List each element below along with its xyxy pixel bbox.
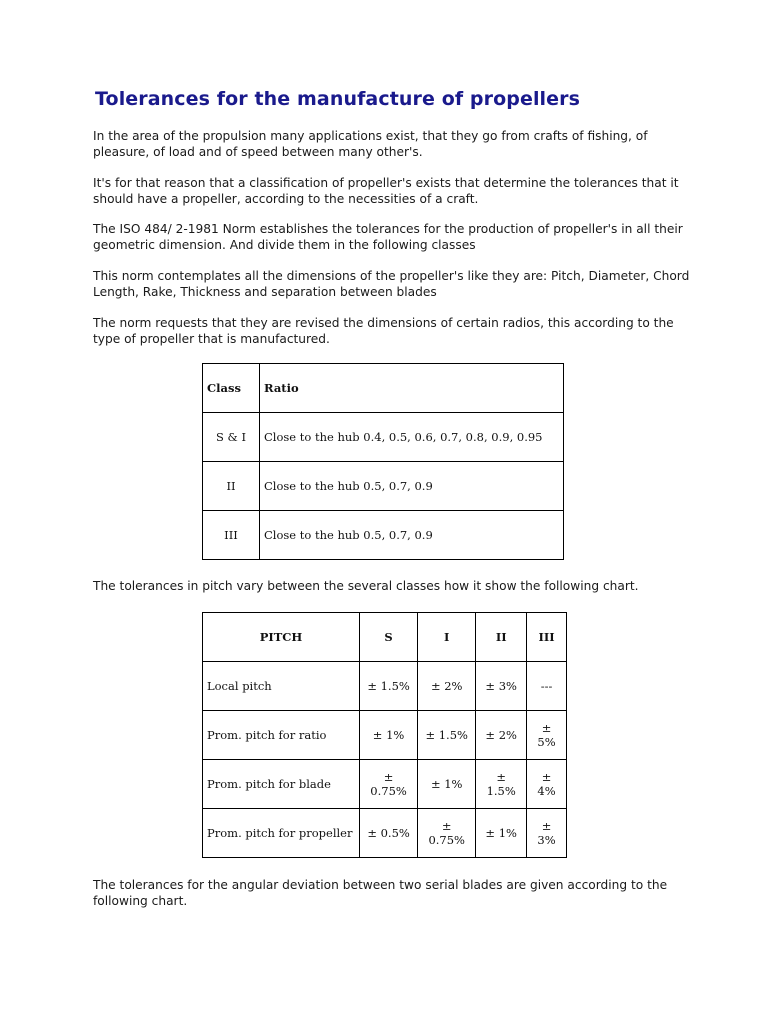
table-cell: II bbox=[203, 462, 260, 511]
paragraph-radios: The norm requests that they are revised the dimensions of certain radios, this according to the type of propeller that is manufactured. bbox=[93, 316, 674, 346]
table-row bbox=[203, 462, 564, 511]
table-row bbox=[203, 760, 567, 809]
table-row bbox=[203, 809, 567, 858]
table-cell: S & I bbox=[203, 413, 260, 462]
table-row bbox=[203, 662, 567, 711]
column-header-ratio: Ratio bbox=[260, 364, 564, 413]
paragraph-pitch-intro: The tolerances in pitch vary between the several classes how it show the following chart. bbox=[93, 579, 639, 593]
table-cell: Close to the hub 0.4, 0.5, 0.6, 0.7, 0.8, 0.9, 0.95 bbox=[260, 413, 564, 462]
table-cell: ± 3% bbox=[527, 809, 567, 858]
table-header-row bbox=[203, 364, 564, 413]
paragraph-iso-norm: The ISO 484/ 2-1981 Norm establishes the tolerances for the production of propeller's in all their geometric dimension. And divide them in the following classes bbox=[93, 222, 683, 252]
table-cell: ± 1.5% bbox=[476, 760, 527, 809]
table-row bbox=[203, 511, 564, 560]
table-cell: ± 1% bbox=[360, 711, 418, 760]
table-cell: ± 4% bbox=[527, 760, 567, 809]
pitch-tolerance-table bbox=[202, 612, 567, 858]
table-cell: Prom. pitch for blade bbox=[203, 760, 360, 809]
table-cell: --- bbox=[527, 662, 567, 711]
paragraph-classification: It's for that reason that a classification of propeller's exists that determine the tolerances that it should have a propeller, according to the necessities of a craft. bbox=[93, 176, 679, 206]
column-header-ii: II bbox=[476, 613, 527, 662]
table-cell: ± 1% bbox=[418, 760, 476, 809]
table-cell: ± 1.5% bbox=[418, 711, 476, 760]
table-cell: ± 5% bbox=[527, 711, 567, 760]
table-cell: ± 0.75% bbox=[418, 809, 476, 858]
page-title: Tolerances for the manufacture of propellers bbox=[95, 88, 581, 110]
paragraph-dimensions: This norm contemplates all the dimensions of the propeller's like they are: Pitch, Diameter, Chord Length, Rake, Thickness and separation between blades bbox=[93, 269, 690, 299]
column-header-s: S bbox=[360, 613, 418, 662]
column-header-i: I bbox=[418, 613, 476, 662]
table-cell: ± 1.5% bbox=[360, 662, 418, 711]
table-cell: III bbox=[203, 511, 260, 560]
table-cell: ± 2% bbox=[476, 711, 527, 760]
table-header-row bbox=[203, 613, 567, 662]
table-cell: ± 3% bbox=[476, 662, 527, 711]
table-cell: Close to the hub 0.5, 0.7, 0.9 bbox=[260, 511, 564, 560]
column-header-pitch: PITCH bbox=[203, 613, 360, 662]
column-header-iii: III bbox=[527, 613, 567, 662]
paragraph-applications: In the area of the propulsion many applications exist, that they go from crafts of fishing, of pleasure, of load and of speed between many other's. bbox=[93, 129, 648, 159]
table-cell: ± 0.5% bbox=[360, 809, 418, 858]
table-cell: Prom. pitch for propeller bbox=[203, 809, 360, 858]
table-row bbox=[203, 413, 564, 462]
table-cell: Local pitch bbox=[203, 662, 360, 711]
table-cell: Close to the hub 0.5, 0.7, 0.9 bbox=[260, 462, 564, 511]
table-cell: ± 1% bbox=[476, 809, 527, 858]
column-header-class: Class bbox=[203, 364, 260, 413]
table-cell: Prom. pitch for ratio bbox=[203, 711, 360, 760]
table-cell: ± 0.75% bbox=[360, 760, 418, 809]
table-cell: ± 2% bbox=[418, 662, 476, 711]
class-ratio-table bbox=[202, 363, 564, 560]
table-row bbox=[203, 711, 567, 760]
paragraph-angular-deviation: The tolerances for the angular deviation between two serial blades are given according to the following chart. bbox=[93, 878, 668, 908]
